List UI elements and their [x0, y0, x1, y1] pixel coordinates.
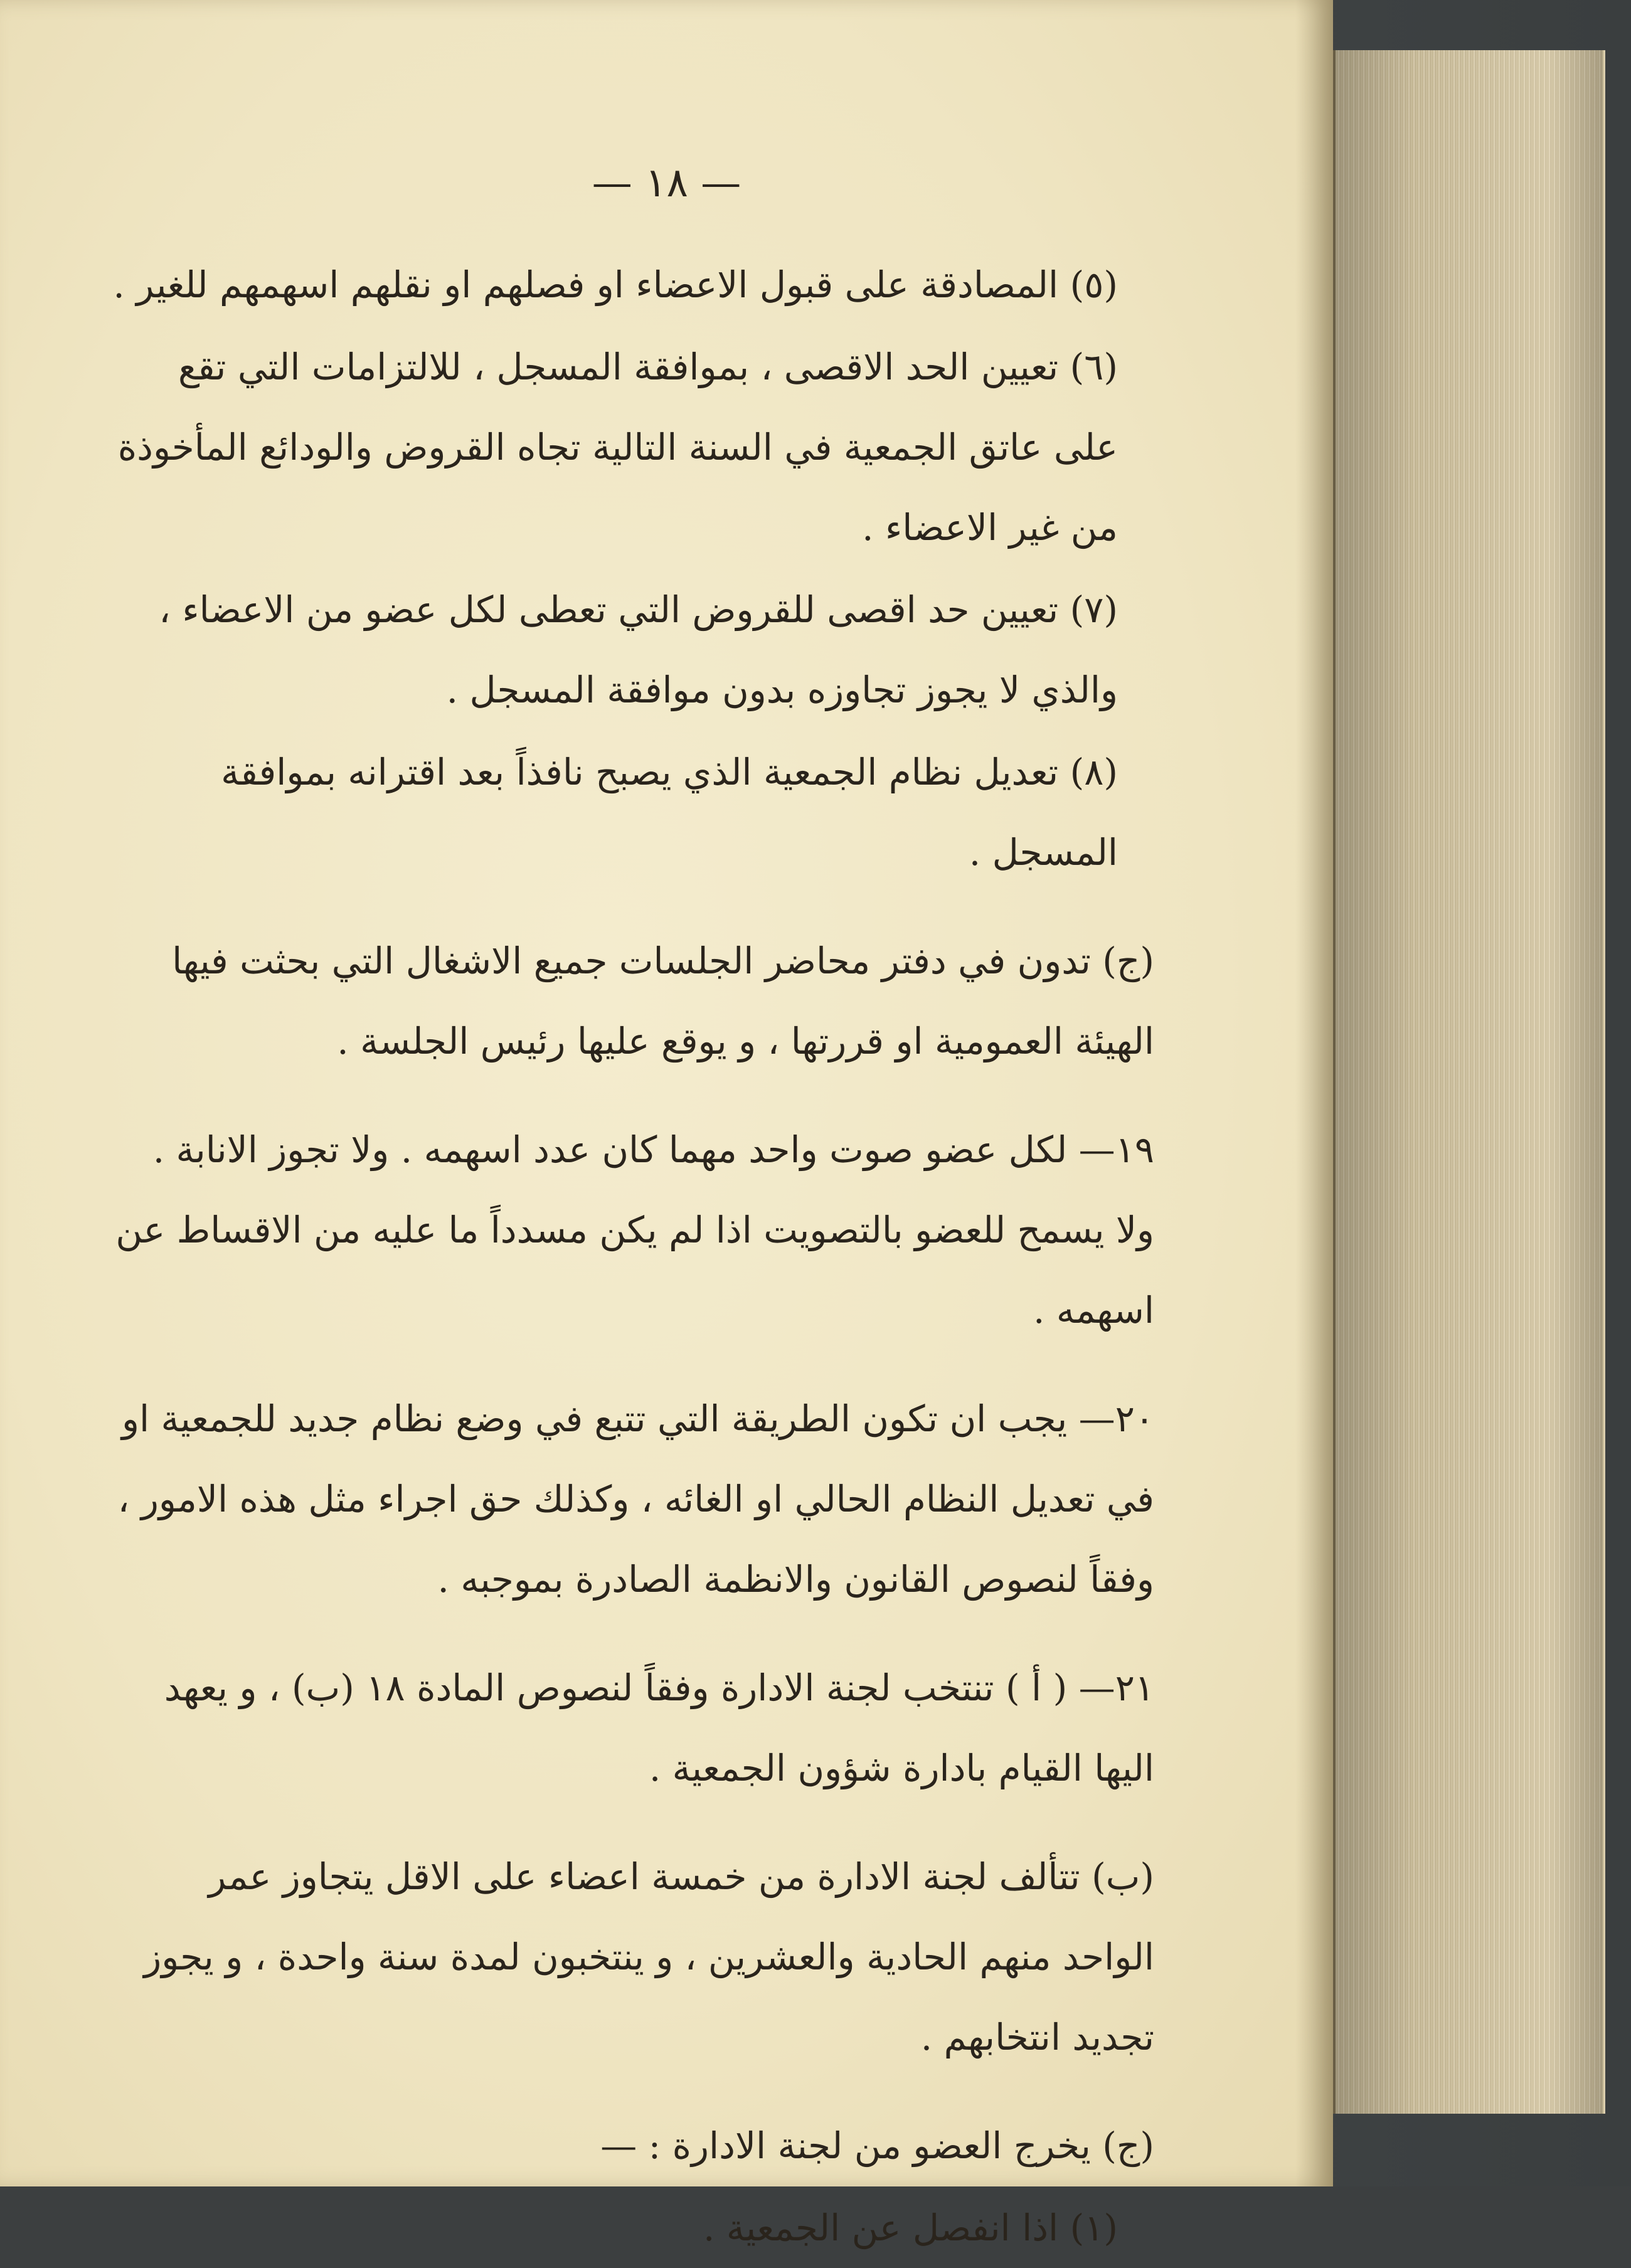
article-21-c: (ج) يخرج العضو من لجنة الادارة : — [600, 2124, 1154, 2167]
clause-8: (٨) تعديل نظام الجمعية الذي يصبح نافذاً بعد اقترانه بموافقة المسجل . [221, 751, 1118, 874]
article-21-c-1: (١) اذا انفصل عن الجمعية . [703, 2207, 1118, 2249]
article-19: ١٩— لكل عضو صوت واحد مهما كان عدد اسهمه . ولا تجوز الانابة . ولا يسمح للعضو بالتصويت اذا لم يكن مسدداً ما عليه من الاقساط عن اسهمه . [115, 1128, 1154, 1332]
article-21-a: ٢١— ( أ ) تنتخب لجنة الادارة وفقاً لنصوص المادة ١٨ (ب) ، و يعهد اليها القيام بادارة شؤون الجمعية . [164, 1667, 1154, 1789]
clause-7: (٧) تعيين حد اقصى للقروض التي تعطى لكل عضو من الاعضاء ، والذي لا يجوز تجاوزه بدون موافقة المسجل . [159, 588, 1118, 711]
clause-6: (٦) تعيين الحد الاقصى ، بموافقة المسجل ، للالتزامات التي تقع على عاتق الجمعية في السنة التالية تجاه القروض والودائع المأخوذة من غير الاعضاء . [117, 346, 1118, 549]
article-21-b: (ب) تتألف لجنة الادارة من خمسة اعضاء على الاقل يتجاوز عمر الواحد منهم الحادية والعشرين ، و ينتخبون لمدة سنة واحدة ، و يجوز تجديد انتخابهم . [144, 1855, 1154, 2059]
gutter-shadow [1295, 0, 1333, 2186]
page-number: — ١٨ — [592, 160, 741, 206]
page-body-text [113, 245, 1154, 2268]
clause-5: (٥) المصادقة على قبول الاعضاء او فصلهم او نقلهم اسهمهم للغير . [113, 263, 1118, 306]
clause-c-minutes: (ج) تدون في دفتر محاضر الجلسات جميع الاشغال التي بحثت فيها الهيئة العمومية او قررتها ، و يوقع عليها رئيس الجلسة . [172, 940, 1154, 1062]
article-20: ٢٠— يجب ان تكون الطريقة التي تتبع في وضع نظام جديد للجمعية او في تعديل النظام الحالي او الغائه ، وكذلك حق اجراء مثل هذه الامور ، وفقاً لنصوص القانون والانظمة الصادرة بموجبه . [117, 1397, 1154, 1601]
page-edges-shade [1333, 50, 1603, 2114]
